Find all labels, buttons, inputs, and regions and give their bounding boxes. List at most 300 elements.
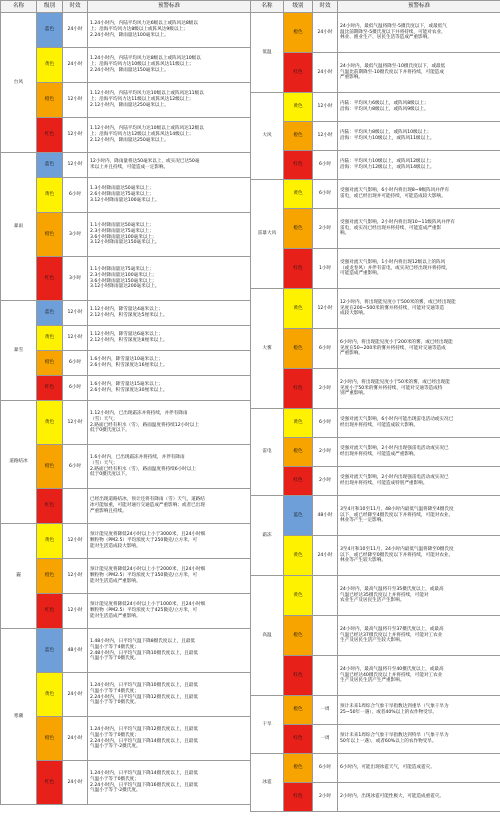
standard-line: 气温小于等于0摄氏度；	[90, 732, 139, 738]
time-cell: 6小时	[63, 351, 88, 376]
warning-row	[251, 369, 500, 409]
warning-row	[251, 754, 500, 783]
standard-line: 50年以上一遇），或者60%以上的农作物受旱。	[340, 739, 437, 744]
hazard-name: 台风	[1, 13, 37, 153]
standard-cell	[88, 153, 251, 178]
warning-row	[1, 524, 251, 559]
standard-cell	[88, 83, 251, 118]
warning-row	[1, 257, 251, 301]
level-cell: 红色	[284, 151, 313, 180]
time-cell: 12小时	[63, 401, 88, 445]
standard-cell	[338, 438, 500, 467]
standard-line: 见度在50~200米的雾并将持续，可能对交通等造成	[340, 345, 446, 351]
warning-row	[251, 53, 500, 93]
standard-cell	[88, 257, 251, 301]
standard-line: 温比前期降至-5摄氏度以下并将持续，可能对农业、	[340, 29, 446, 35]
warning-row	[251, 180, 500, 209]
standard-cell	[338, 53, 500, 93]
warning-row	[1, 326, 251, 351]
warning-row	[251, 783, 500, 812]
time-cell: 6小时	[63, 376, 88, 401]
standard-line: 生产及居民生活产生严重影响。	[340, 678, 405, 684]
warning-row	[251, 725, 500, 754]
level-cell: 橙色	[37, 213, 63, 257]
standard-line: 沿海：平均风力8级以上，或阵风9级以上。	[340, 107, 429, 112]
header-time: 时效	[313, 1, 338, 13]
hazard-name: 干旱	[251, 696, 284, 754]
level-cell: 红色	[284, 53, 313, 93]
level-cell: 红色	[37, 761, 63, 805]
standard-line: 受强对流天气影响，6小时内可能出现雷电活动或实况已	[340, 417, 454, 423]
level-cell: 橙色	[284, 122, 313, 151]
hazard-name: 暴雪	[1, 301, 37, 401]
time-cell: 6小时	[313, 151, 338, 180]
standard-line: 1.6小时内，降雪量达15毫米以上；	[90, 382, 163, 388]
standard-cell	[338, 209, 500, 249]
standard-line: 受强对流天气影响，6小时内将出现8~9级阵风并伴有	[340, 188, 450, 194]
warning-row	[1, 445, 251, 489]
standard-cell	[338, 467, 500, 496]
standard-line: 气温已经达37摄氏度以上并将持续，可能对工农业	[340, 632, 443, 638]
standard-line: 能对生活造成严重影响。	[90, 613, 141, 619]
standard-line: 2.6小时内，积雪深度达16厘米以上。	[90, 363, 168, 368]
warning-row	[251, 576, 500, 616]
right-table	[250, 0, 500, 812]
standard-line: 1.12小时内，已出现霜冻并将持续，并伴有降雨	[90, 411, 188, 417]
header-row	[251, 1, 500, 13]
hazard-name: 冰雹	[251, 754, 284, 812]
warning-row	[251, 209, 500, 249]
standard-line: 受强对流天气影响，2小时内出现强雷电活动或实况已	[340, 446, 449, 452]
standard-line: 严重影响。	[340, 75, 363, 81]
standard-line: 2.24小时内，日平均气温下降12摄氏度以上，且最低	[90, 694, 198, 700]
time-cell: 12小时	[63, 301, 88, 326]
standard-cell	[88, 376, 251, 401]
standard-cell	[88, 445, 251, 489]
warning-row	[251, 467, 500, 496]
time-cell	[313, 656, 338, 696]
time-cell: 24小时	[63, 13, 88, 48]
warning-row	[251, 696, 500, 725]
standard-line: 2.24小时内，降雨量达100毫米以上。	[90, 32, 169, 38]
standard-line: 别严重影响。	[340, 391, 368, 397]
warning-row	[251, 249, 500, 289]
level-cell: 红色	[37, 118, 63, 153]
time-cell: 12小时	[63, 559, 88, 594]
standard-cell	[88, 489, 251, 524]
standard-line: （或龙卷风）并伴有雷电，或实况已经出现并将持续，	[340, 265, 451, 271]
standard-cell	[338, 289, 500, 329]
standard-line: 上；沿海平均风力达8级以上或阵风达9级以上；	[90, 27, 188, 33]
standard-line: （雪）天气；	[90, 460, 118, 466]
standard-line: 预计能见度将降低24小时以上小于2000米，且24小时细	[90, 567, 206, 573]
hazard-name: 霾	[1, 524, 37, 629]
standard-line: 1.48小时内，日平均气温下降8摄氏度以上，且最低	[90, 639, 196, 645]
standard-line: 1.6小时内，降雪量达10毫米以上；	[90, 357, 163, 363]
standard-line: 农业生产及居民生活产生影响。	[340, 598, 405, 604]
level-cell: 红色	[284, 369, 313, 409]
warning-row	[251, 496, 500, 536]
standard-line: 2.6小时内，积雪深度达30厘米以上。	[90, 388, 168, 393]
standard-cell	[338, 180, 500, 209]
standard-line: 2.12小时内，积雪深度达5厘米以上。	[90, 313, 168, 318]
time-cell: 12小时	[63, 524, 88, 559]
header-row	[1, 1, 251, 13]
standard-cell	[338, 151, 500, 180]
warning-row	[1, 118, 251, 153]
hazard-name: 雷电	[251, 409, 284, 496]
warning-row	[1, 213, 251, 257]
standard-line: 内陆：平均风力10级以上，或阵风12级以上；	[340, 159, 435, 165]
header-level: 级别	[37, 1, 63, 13]
standard-line: 24小时内，最低气温将降至-5摄氏度以下，或最低气	[340, 23, 447, 29]
standard-cell	[88, 326, 251, 351]
standard-line: 6小时内，可能出现冰雹天气，可能造成雹灾。	[340, 765, 435, 771]
standard-cell	[88, 48, 251, 83]
standard-line: 冰可能加重，可能对通行交通造成严重影响；或者已出现	[90, 503, 205, 509]
level-cell: 红色	[37, 489, 63, 524]
standard-line: 1.24小时内，日平均气温下降10摄氏度以上，且最低	[90, 683, 198, 689]
time-cell: 24小时	[63, 673, 88, 717]
standard-cell	[338, 409, 500, 438]
level-cell: 红色	[37, 594, 63, 629]
warning-row	[1, 178, 251, 213]
hazard-name: 低温	[251, 13, 284, 93]
standard-line: 严重影响且持续。	[90, 508, 127, 514]
warning-row	[251, 289, 500, 329]
standard-line: 上；沿海平均风力达12级以上或阵风达14级以上；	[90, 132, 194, 138]
header-standard: 预警标准	[88, 1, 251, 13]
standard-line: 内陆：平均风力8级以上，或阵风10级以上；	[340, 130, 432, 136]
time-cell: 24小时	[313, 13, 338, 53]
time-cell: 24小时	[313, 53, 338, 93]
level-cell: 橙色	[284, 754, 313, 783]
standard-line: 12小时内，将出现能见度小于500米的雾，或已经出现能	[340, 299, 456, 305]
standard-line: 1.24小时内，日平均气温下降12摄氏度以上，且最低	[90, 727, 198, 733]
time-cell: 12小时	[63, 326, 88, 351]
time-cell: 2小时	[313, 783, 338, 812]
standard-line: 12小时内，降雨量将达50毫米以上，或实况已达50毫	[90, 159, 200, 165]
standard-cell	[88, 13, 251, 48]
time-cell: 6小时	[313, 180, 338, 209]
standard-line: 24小时内，最高气温将升至37摄氏度以上，或最高	[340, 626, 444, 632]
level-cell: 红色	[284, 467, 313, 496]
standard-line: 能对生活造成较大影响。	[90, 543, 141, 549]
time-cell: 6小时	[63, 445, 88, 489]
level-cell: 黄色	[284, 576, 313, 616]
level-cell: 橙色	[37, 351, 63, 376]
standard-line: 3.6小时降雨量达150毫米以上；	[90, 278, 157, 284]
standard-line: 颗粒物（PM2.5）平均浓度大于350微克/立方米，可	[90, 573, 198, 579]
standard-line: 气温小于等于0摄氏度。	[90, 656, 139, 662]
standard-line: 雷电，或实况已经出现并将持续，可能造成严重影	[340, 225, 442, 231]
time-cell: 6小时	[63, 178, 88, 213]
warning-row	[1, 376, 251, 401]
warning-row	[1, 83, 251, 118]
standard-cell	[338, 783, 500, 812]
standard-cell	[88, 178, 251, 213]
standard-line: 见度小于50米的雾并将持续，可能对交通等造成特	[340, 385, 443, 391]
standard-line: 已经出现道路结冰，预计还将有降雨（雪）天气，道路结	[90, 497, 205, 503]
standard-line: 气温小于等于4摄氏度；	[90, 644, 139, 650]
level-cell: 橙色	[37, 83, 63, 118]
warning-row	[1, 559, 251, 594]
standard-cell	[338, 656, 500, 696]
standard-line: 低于0摄氏度以下。	[90, 428, 130, 434]
hazard-name: 大风	[251, 93, 284, 180]
left-table	[0, 0, 251, 805]
time-cell	[313, 576, 338, 616]
warning-row	[1, 489, 251, 524]
warning-row	[1, 13, 251, 48]
standard-line: 2.3小时降雨量达100毫米以上；	[90, 272, 157, 278]
level-cell: 黄色	[37, 401, 63, 445]
hazard-name: 雷暴大风	[251, 180, 284, 289]
time-cell: 12小时	[313, 289, 338, 329]
standard-cell	[338, 496, 500, 536]
standard-cell	[88, 213, 251, 257]
warning-row	[1, 594, 251, 629]
standard-line: 3.12小时降雨量达150毫米以上。	[90, 240, 160, 246]
standard-line: 米以上并且持续，可能造成一定影响。	[90, 165, 169, 170]
time-cell: 12小时	[63, 83, 88, 118]
standard-line: 气温小于等于0摄氏度。	[90, 700, 139, 706]
standard-line: 以下，或已经降至0摄氏度以下并将持续，可能对农业、	[340, 552, 454, 558]
standard-line: 经出现并将持续，可能造成较大影响。	[340, 423, 419, 428]
standard-line: 受强对流天气影响，2小时内出现强雷电活动或实况已	[340, 475, 449, 481]
level-cell: 红色	[284, 725, 313, 754]
level-cell: 黄色	[284, 409, 313, 438]
standard-line: 林业、渔业生产、居民生活等造成严重影响。	[340, 35, 432, 41]
standard-line: 生产及居民生活产生较大影响。	[340, 638, 405, 644]
standard-line: 颗粒物（PM2.5）平均浓度大于425微克/立方米，可	[90, 608, 198, 614]
hazard-name: 道路结冰	[1, 401, 37, 524]
standard-line: 3至4月和10至11月，24小时内最低气温将降至0摄氏度	[340, 546, 454, 552]
time-cell: 2小时	[313, 369, 338, 409]
time-cell: 12小时	[313, 122, 338, 151]
standard-line: 1.12小时内，降雪量达6毫米以上；	[90, 332, 163, 338]
header-name: 名称	[251, 1, 284, 13]
time-cell: 1小时	[313, 249, 338, 289]
time-cell: 6小时	[313, 754, 338, 783]
time-cell: 48小时	[313, 496, 338, 536]
header-level: 级别	[284, 1, 313, 13]
standard-line: 1.12小时内，内陆平均风力达10级以上或阵风达12级以	[90, 126, 204, 132]
standard-cell	[88, 351, 251, 376]
level-cell: 橙色	[284, 13, 313, 53]
header-time: 时效	[63, 1, 88, 13]
standard-line: 可能造成严重影响。	[340, 271, 382, 277]
standard-line: 6小时内，将出现能见度小于200米的雾，或已经出现能	[340, 339, 453, 345]
standard-line: 内陆：平均风力6级以上，或阵风8级以上；	[340, 101, 429, 107]
standard-line: 气温比前期降至-10摄氏度以下并将持续，可能造成	[340, 69, 444, 75]
standard-line: 气温已经达40摄氏度以上并将持续，可能对工农业	[340, 672, 443, 678]
standard-line: 预计能见度将降低24小时以上小于1000米，且24小时细	[90, 602, 206, 608]
time-cell: 24小时	[313, 536, 338, 576]
standard-cell	[338, 369, 500, 409]
standard-cell	[338, 93, 500, 122]
level-cell: 黄色	[37, 326, 63, 351]
standard-line: 1.3小时降雨量达50毫米以上；	[90, 186, 154, 192]
level-cell: 黄色	[284, 289, 313, 329]
level-cell: 红色	[284, 249, 313, 289]
level-cell: 橙色	[37, 445, 63, 489]
warning-row	[251, 438, 500, 467]
warning-row	[251, 409, 500, 438]
standard-line: 气温已经达35摄氏度以上并将持续，可能对	[340, 592, 429, 598]
standard-line: 2.24小时内，日平均气温下降14摄氏度以上，且最低	[90, 738, 198, 744]
warning-row	[251, 329, 500, 369]
level-cell: 蓝色	[37, 153, 63, 178]
standard-line: 经出现并将持续，可能造成特别严重影响。	[340, 481, 428, 486]
header-name: 名称	[1, 1, 37, 13]
time-cell	[313, 616, 338, 656]
standard-line: 受强对流天气影响，2小时内将出现10~11级阵风并伴有	[340, 219, 455, 225]
standard-line: 2.24小时内，日平均气温下降16摄氏度以上，且最低	[90, 782, 198, 788]
standard-line: 低于0摄氏度以下。	[90, 472, 130, 478]
standard-line: 2.6小时降雨量达75毫米以上；	[90, 192, 154, 198]
time-cell: 2小时	[313, 438, 338, 467]
standard-line: 林业等产生较大影响。	[340, 558, 386, 564]
level-cell: 橙色	[284, 329, 313, 369]
standard-cell	[338, 754, 500, 783]
standard-line: 2小时内，将出现能见度小于50米的雾，或已经出现能	[340, 379, 450, 385]
level-cell: 橙色	[284, 438, 313, 467]
standard-line: （雪）天气；	[90, 416, 118, 422]
standard-line: 2小时内，出现冰雹可能性极大，可能造成重雹灾。	[340, 794, 444, 800]
level-cell: 黄色	[37, 673, 63, 717]
time-cell: 一周	[313, 725, 338, 754]
standard-cell	[338, 329, 500, 369]
standard-cell	[88, 118, 251, 153]
time-cell: 24小时	[63, 717, 88, 761]
level-cell: 蓝色	[37, 301, 63, 326]
standard-cell	[88, 401, 251, 445]
warning-row	[251, 616, 500, 656]
standard-line: 1.6小时内，已出现霜冻并将持续，并伴有降雨	[90, 455, 185, 461]
standard-cell	[88, 673, 251, 717]
warning-row	[251, 122, 500, 151]
warning-row	[251, 151, 500, 180]
standard-line: 24小时内，最高气温将升至35摄氏度以上，或最高	[340, 586, 444, 592]
standard-line: 受强对流天气影响，1小时内将出现12级以上的阵风	[340, 259, 446, 265]
hazard-name: 暴雨	[1, 153, 37, 301]
standard-line: 1.1小时降雨量达75毫米以上；	[90, 267, 154, 273]
standard-cell	[88, 761, 251, 805]
standard-line: 沿海：平均风力10级以上，或阵风11级以上。	[340, 136, 435, 141]
standard-line: 林业等产生一定影响。	[340, 518, 386, 524]
level-cell: 橙色	[284, 696, 313, 725]
warning-row	[1, 153, 251, 178]
time-cell: 12小时	[63, 118, 88, 153]
standard-line: 2.24小时内，降雨量达150毫米以上。	[90, 67, 169, 73]
warning-row	[1, 351, 251, 376]
standard-cell	[88, 559, 251, 594]
hazard-name: 高温	[251, 576, 284, 696]
warning-row	[251, 656, 500, 696]
standard-line: 1.12小时内，内陆平均风力达10级以上或阵风达11级以	[90, 91, 204, 97]
standard-line: 2.3小时降雨量达75毫米以上；	[90, 228, 154, 234]
warning-row	[1, 301, 251, 326]
level-cell: 红色	[37, 376, 63, 401]
standard-line: 响。	[340, 231, 350, 237]
standard-cell	[338, 249, 500, 289]
level-cell: 橙色	[284, 616, 313, 656]
time-cell: 6小时	[313, 329, 338, 369]
standard-line: 见度在200~500米的雾并将持续，可能对交通等造	[340, 305, 445, 311]
time-cell: 3小时	[63, 257, 88, 301]
standard-line: 成较大影响。	[340, 311, 368, 317]
level-cell: 蓝色	[284, 496, 313, 536]
level-cell: 黄色	[284, 536, 313, 576]
standard-line: 能对生活造成严重影响。	[90, 578, 141, 584]
standard-line: 2.48小时内，日平均气温下降10摄氏度以上，且最低	[90, 650, 198, 656]
time-cell: 一周	[313, 696, 338, 725]
time-cell	[63, 489, 88, 524]
standard-cell	[338, 616, 500, 656]
header-standard: 预警标准	[338, 1, 500, 13]
standard-line: 1.1小时降雨量达50毫米以上；	[90, 223, 154, 229]
level-cell: 橙色	[37, 559, 63, 594]
standard-line: 预计未来1周综合气象干旱指数达到特旱（气象干旱为	[340, 733, 449, 739]
level-cell: 红色	[284, 783, 313, 812]
hazard-name: 霜冻	[251, 496, 284, 576]
time-cell: 24小时	[63, 761, 88, 805]
time-cell: 48小时	[63, 629, 88, 673]
level-cell: 红色	[37, 257, 63, 301]
standard-line: 气温小于等于-2摄氏度。	[90, 744, 141, 750]
standard-line: 3.6小时降雨量达100毫米以上；	[90, 234, 157, 240]
standard-cell	[88, 594, 251, 629]
time-cell: 6小时	[313, 409, 338, 438]
standard-line: 气温小于等于0摄氏度；	[90, 776, 139, 782]
standard-line: 以下，或已经降至4摄氏度以下并将持续，可能对农业、	[340, 512, 454, 518]
warning-row	[1, 717, 251, 761]
standard-cell	[338, 536, 500, 576]
standard-cell	[88, 717, 251, 761]
time-cell: 12小时	[313, 93, 338, 122]
standard-line: 雷电，或已经出现并可能持续，可能造成较大影响。	[340, 194, 446, 199]
level-cell: 蓝色	[37, 13, 63, 48]
time-cell: 2小时	[313, 209, 338, 249]
time-cell: 12小时	[63, 594, 88, 629]
standard-cell	[338, 725, 500, 754]
hazard-name: 寒潮	[1, 629, 37, 805]
level-cell: 橙色	[37, 717, 63, 761]
standard-line: 2.12小时内，降雨量达250毫米以上。	[90, 137, 169, 143]
standard-line: 24小时内，最高气温将升至40摄氏度以上，或最高	[340, 666, 444, 672]
standard-line: 3至4月和10至11月，48小时内最低气温将降至4摄氏度	[340, 506, 454, 512]
level-cell: 红色	[284, 656, 313, 696]
standard-line: 经出现并将持续，可能造成严重影响。	[340, 452, 419, 457]
standard-line: 25~50年一遇），或者40%以上的农作物受旱。	[340, 710, 437, 715]
warning-row	[1, 401, 251, 445]
standard-line: 气温小于等于-2摄氏度。	[90, 788, 141, 794]
standard-line: 2.路面已经有积水（雪），路面温度将持续6小时以上	[90, 466, 197, 472]
standard-line: 1.24小时内，内陆平均风力达6级以上或阵风达8级以	[90, 21, 198, 27]
standard-line: 2.12小时内，降雨量达250毫米以上。	[90, 102, 169, 108]
warning-row	[1, 761, 251, 805]
standard-line: 颗粒物（PM2.5）平均浓度大于250微克/立方米，可	[90, 538, 198, 544]
level-cell: 蓝色	[37, 629, 63, 673]
standard-line: 1.24小时内，日平均气温下降14摄氏度以上，且最低	[90, 771, 198, 777]
standard-cell	[338, 696, 500, 725]
standard-cell	[88, 524, 251, 559]
standard-line: 严重影响。	[340, 351, 363, 357]
standard-line: 2.12小时内，积雪深度达8厘米以上。	[90, 338, 168, 343]
level-cell: 黄色	[37, 48, 63, 83]
warning-row	[1, 673, 251, 717]
